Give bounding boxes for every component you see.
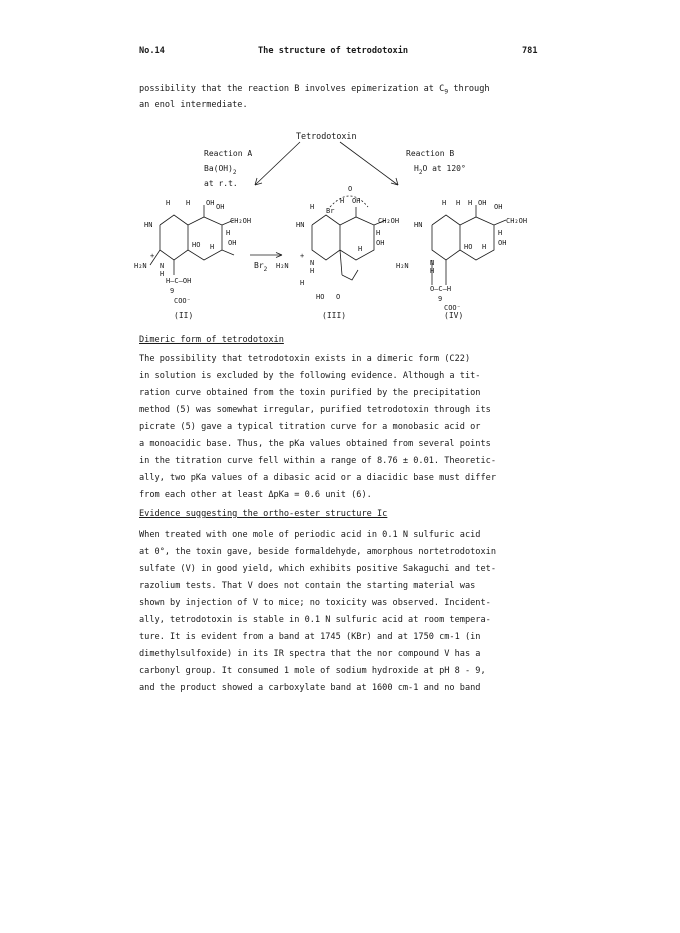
svg-text:COO⁻: COO⁻: [444, 304, 461, 312]
structure-II: [134, 199, 251, 305]
svg-text:N: N: [430, 259, 435, 267]
svg-text:+: +: [300, 252, 305, 260]
svg-text:HO: HO: [464, 243, 473, 251]
svg-text:CH₂OH: CH₂OH: [378, 217, 400, 225]
intro-line-2-text: an enol intermediate.: [139, 100, 248, 110]
svg-text:OH: OH: [228, 239, 237, 247]
journal-number: No.14: [139, 46, 165, 56]
section1-line-8: ally, two pKa values of a dibasic acid or a diacidic base must differ: [139, 473, 496, 483]
section2-line-2: at 0°, the toxin gave, beside formaldehyde, amorphous nortetrodotoxin: [139, 547, 496, 557]
reaction-a-conditions: at r.t.: [204, 179, 238, 188]
svg-text:H₂N: H₂N: [276, 262, 289, 270]
label-III: (III): [322, 311, 347, 320]
svg-text:O—C—H: O—C—H: [430, 285, 452, 293]
svg-text:O: O: [336, 293, 341, 301]
svg-text:H: H: [310, 203, 315, 211]
svg-text:HN: HN: [296, 221, 305, 229]
svg-text:HO: HO: [192, 241, 201, 249]
svg-text:H: H: [226, 229, 231, 237]
svg-text:H: H: [498, 229, 503, 237]
svg-text:CH₂OH: CH₂OH: [506, 217, 528, 225]
structure-IV: [396, 199, 527, 312]
tetrodotoxin-label: Tetrodotoxin: [296, 131, 357, 141]
section-heading-dimeric: Dimeric form of tetrodotoxin: [139, 335, 284, 345]
svg-text:H: H: [160, 270, 165, 278]
reaction-b-reagent: $H_2O$ at 120°: [414, 164, 466, 176]
section2-line-8: dimethylsulfoxide) in its IR spectra that the nor compound V has a: [139, 649, 481, 659]
svg-text:Br: Br: [326, 207, 335, 215]
svg-text:OH: OH: [352, 197, 361, 205]
section2-line-9: carbonyl group. It consumed 1 mole of sodium hydroxide at pH 8 - 9,: [139, 666, 486, 676]
svg-text:CH₂OH: CH₂OH: [230, 217, 252, 225]
reaction-scheme: [130, 125, 560, 325]
section2-line-10: and the product showed a carboxylate band at 1600 cm-1 and no band: [139, 683, 481, 693]
svg-text:H: H: [186, 199, 191, 207]
svg-text:H: H: [456, 199, 461, 207]
svg-text:OH: OH: [498, 239, 507, 247]
svg-text:H: H: [210, 243, 215, 251]
svg-text:9: 9: [438, 295, 443, 303]
label-II: (II): [174, 311, 194, 320]
svg-text:H₂N: H₂N: [134, 262, 147, 270]
svg-text:H: H: [358, 245, 363, 253]
svg-text:OH: OH: [206, 199, 215, 207]
label-IV: (IV): [444, 311, 464, 320]
intro-line-2: [139, 99, 248, 111]
svg-text:+: +: [150, 252, 155, 260]
svg-text:OH: OH: [216, 203, 225, 211]
section2-line-5: shown by injection of V to mice; no toxicity was observed. Incident-: [139, 598, 491, 608]
reaction-b-title: Reaction B: [406, 149, 455, 158]
svg-text:H: H: [468, 199, 473, 207]
svg-text:H: H: [442, 199, 447, 207]
section-heading-ortho-ester: Evidence suggesting the ortho-ester structure Ic: [139, 509, 388, 519]
svg-text:H: H: [340, 197, 345, 205]
section2-line-1: When treated with one mole of periodic acid in 0.1 N sulfuric acid: [139, 530, 481, 540]
section2-line-4: razolium tests. That V does not contain the starting material was: [139, 581, 476, 591]
svg-text:H: H: [430, 267, 435, 275]
section2-line-3: sulfate (V) in good yield, which exhibits positive Sakaguchi and tet-: [139, 564, 496, 574]
section1-line-2: in solution is excluded by the following evidence. Although a tit-: [139, 371, 481, 381]
intro-line-1: [139, 83, 490, 98]
section1-line-1: The possibility that tetrodotoxin exists in a dimeric form (C22): [139, 354, 471, 364]
svg-text:OH: OH: [494, 203, 503, 211]
section1-line-5: picrate (5) gave a typical titration curve for a monobasic acid or: [139, 422, 481, 432]
arrow-to-IV: [340, 142, 398, 185]
svg-text:H—C—OH: H—C—OH: [166, 277, 192, 285]
svg-text:H: H: [166, 199, 171, 207]
svg-text:N: N: [160, 262, 165, 270]
svg-text:9: 9: [170, 287, 175, 295]
svg-text:H: H: [376, 229, 381, 237]
svg-text:OH: OH: [478, 199, 487, 207]
section1-line-6: a monoacidic base. Thus, the pKa values obtained from several points: [139, 439, 491, 449]
intro-line-1-text: possibility that the reaction B involves epimerization at C: [139, 84, 445, 94]
structure-III: [276, 185, 399, 301]
reaction-a-reagent: $Ba(OH)_2$: [204, 164, 237, 176]
svg-text:O: O: [348, 185, 353, 193]
svg-text:H: H: [482, 243, 487, 251]
svg-text:OH: OH: [376, 239, 385, 247]
intro-line-1-tail: through: [448, 84, 490, 94]
reaction-a-title: Reaction A: [204, 149, 253, 158]
svg-text:H: H: [310, 267, 315, 275]
section2-line-6: ally, tetrodotoxin is stable in 0.1 N sulfuric acid at room tempera-: [139, 615, 491, 625]
arrow-reagent: $Br_2$: [254, 261, 268, 273]
page-number: 781: [522, 46, 538, 56]
section1-line-7: in the titration curve fell within a range of 8.76 ± 0.01. Theoretic-: [139, 456, 496, 466]
svg-text:HN: HN: [144, 221, 153, 229]
section2-line-7: ture. It is evident from a band at 1745 (KBr) and at 1750 cm-1 (in: [139, 632, 481, 642]
svg-text:HN: HN: [414, 221, 423, 229]
section1-line-3: ration curve obtained from the toxin purified by the precipitation: [139, 388, 481, 398]
svg-text:HO: HO: [316, 293, 325, 301]
arrow-to-II: [255, 142, 300, 185]
svg-text:H₂N: H₂N: [396, 262, 409, 270]
section1-line-4: method (5) was somewhat irregular, purified tetrodotoxin through its: [139, 405, 491, 415]
svg-text:H: H: [300, 279, 305, 287]
svg-text:COO⁻: COO⁻: [174, 297, 191, 305]
svg-text:N: N: [310, 259, 315, 267]
intro-line-1-sub: 9: [444, 87, 449, 96]
section1-line-9: from each other at least ΔpKa = 0.6 unit (6).: [139, 490, 372, 500]
running-title: The structure of tetrodotoxin: [258, 46, 409, 56]
